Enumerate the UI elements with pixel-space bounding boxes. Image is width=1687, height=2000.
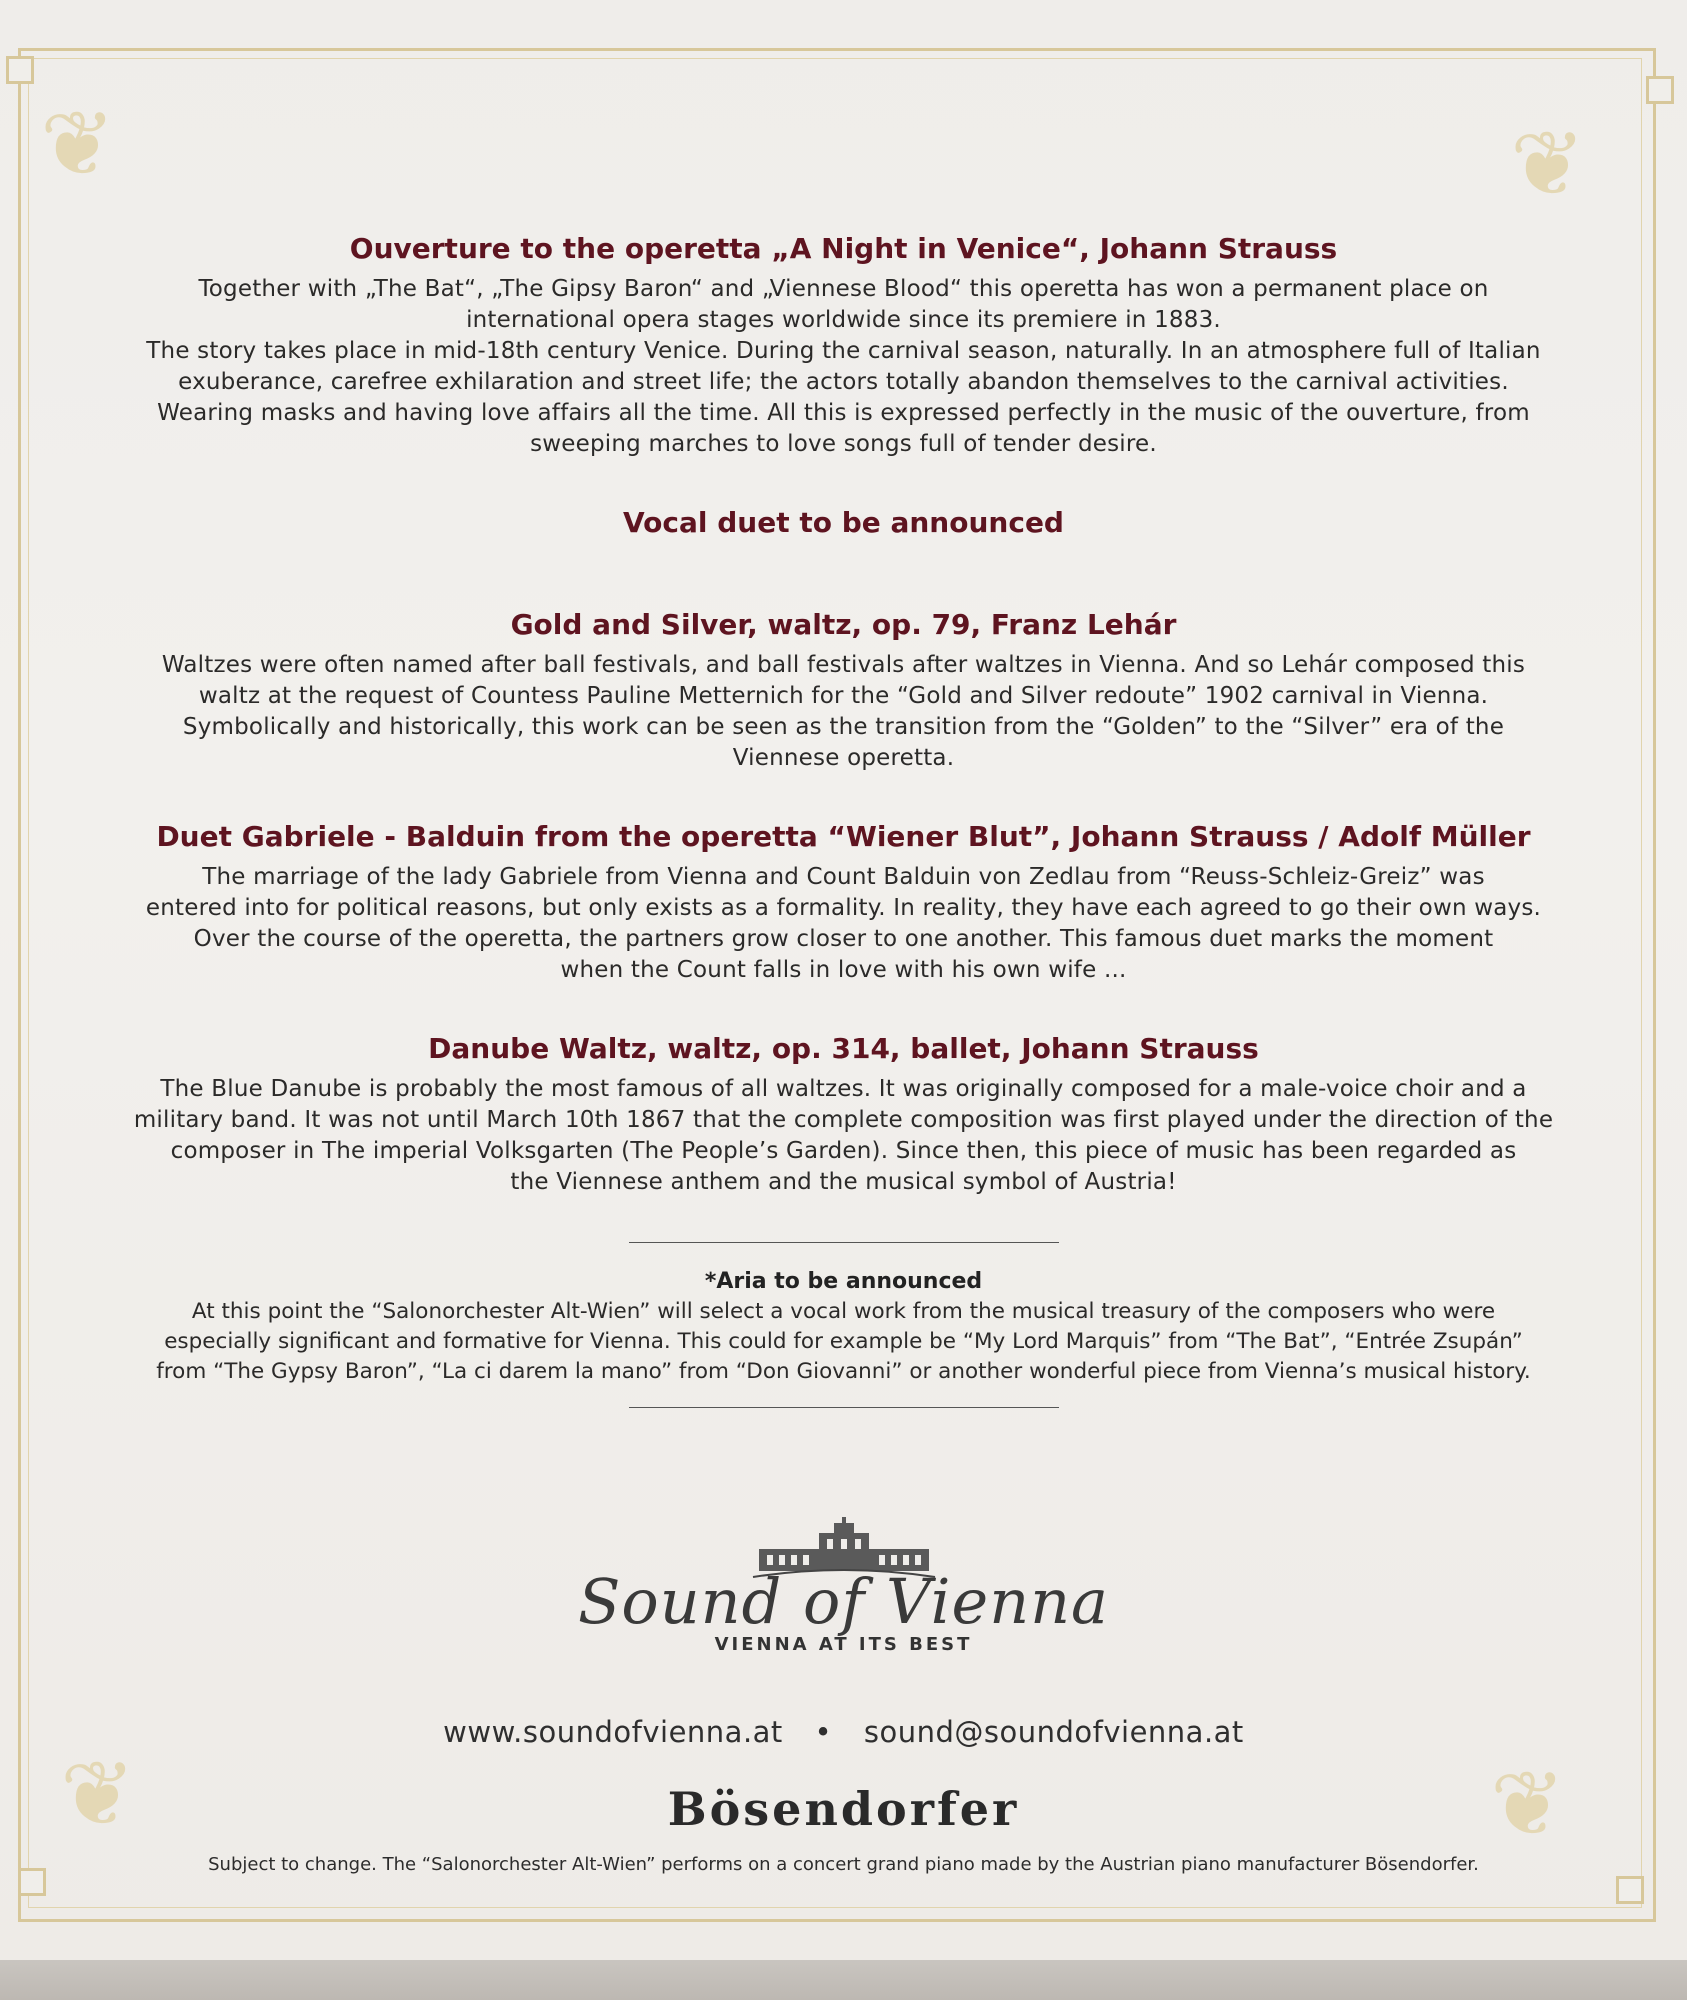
frame-corner-top-left	[6, 56, 34, 84]
flourish-ornament-icon: ❦	[1490, 1752, 1566, 1857]
brand-logo	[0, 1515, 1687, 1655]
aria-title: *Aria to be announced	[704, 1269, 983, 1294]
item-title: Gold and Silver, waltz, op. 79, Franz Lehár	[510, 608, 1177, 641]
item-line: military band. It was not until March 10th 1867 that the complete composition was first played under the direction of the	[133, 1107, 1554, 1133]
item-line: The story takes place in mid-18th century Venice. During the carnival season, naturally. In an atmosphere full of Italian	[146, 338, 1541, 364]
email-link[interactable]: sound@soundofvienna.at	[863, 1715, 1244, 1749]
aria-line: especially significant and formative for Vienna. This could for example be “My Lord Marquis” from “The Bat”, “Entrée Zsupán”	[164, 1329, 1523, 1354]
item-line: Waltzes were often named after ball festivals, and ball festivals after waltzes in Vienna. And so Lehár composed this	[161, 652, 1526, 678]
contact-line	[0, 1715, 1687, 1749]
item-line: entered into for political reasons, but only exists as a formality. In reality, they have each agreed to go their own ways.	[145, 895, 1542, 921]
program-content	[100, 230, 1587, 1408]
item-title: Ouverture to the operetta „A Night in Venice“, Johann Strauss	[349, 232, 1338, 265]
item-line: exuberance, carefree exhilaration and street life; the actors totally abandon themselves to the carnival activities.	[178, 369, 1509, 395]
aria-note	[100, 1242, 1587, 1408]
divider-top	[629, 1242, 1059, 1243]
program-item	[100, 818, 1587, 986]
item-title: Duet Gabriele - Balduin from the operetta “Wiener Blut”, Johann Strauss / Adolf Müller	[156, 820, 1531, 853]
table-surface	[0, 1960, 1687, 2000]
program-item	[100, 230, 1587, 460]
item-line: Symbolically and historically, this work can be seen as the transition from the “Golden” to the “Silver” era of the	[182, 714, 1505, 740]
item-line: Viennese operetta.	[732, 745, 955, 771]
flourish-ornament-icon: ❦	[60, 1742, 136, 1847]
program-item	[100, 606, 1587, 774]
frame-corner-top-right	[1646, 76, 1674, 104]
brand-tagline: VIENNA AT ITS BEST	[714, 1634, 973, 1655]
item-title: Vocal duet to be announced	[623, 506, 1064, 539]
program-item	[100, 504, 1587, 542]
item-line: The Blue Danube is probably the most famous of all waltzes. It was originally composed for a male-voice choir and a	[160, 1076, 1527, 1102]
program-item	[100, 1030, 1587, 1198]
separator-dot: •	[814, 1715, 833, 1749]
flourish-ornament-icon: ❦	[1510, 112, 1586, 217]
flourish-ornament-icon: ❦	[40, 92, 116, 197]
bosendorfer-logo: Bösendorfer	[667, 1782, 1020, 1836]
item-title: Danube Waltz, waltz, op. 314, ballet, Johann Strauss	[428, 1032, 1259, 1065]
item-line: when the Count falls in love with his own wife ...	[560, 957, 1127, 983]
aria-line: At this point the “Salonorchester Alt-Wien” will select a vocal work from the musical treasury of the composers who were	[191, 1299, 1496, 1324]
footnote: Subject to change. The “Salonorchester Alt-Wien” performs on a concert grand piano made by the Austrian piano manufacturer Bösendorfer.	[208, 1854, 1479, 1875]
aria-line: from “The Gypsy Baron”, “La ci darem la mano” from “Don Giovanni” or another wonderful piece from Vienna’s musical history.	[156, 1359, 1531, 1384]
item-line: composer in The imperial Volksgarten (The People’s Garden). Since then, this piece of music has been regarded as	[170, 1138, 1517, 1164]
frame-corner-bottom-right	[1616, 1876, 1644, 1904]
item-line: waltz at the request of Countess Pauline Metternich for the “Gold and Silver redoute” 1902 carnival in Vienna.	[198, 683, 1489, 709]
item-line: sweeping marches to love songs full of tender desire.	[530, 431, 1157, 457]
website-link[interactable]: www.soundofvienna.at	[443, 1715, 783, 1749]
item-line: Together with „The Bat“, „The Gipsy Baron“ and „Viennese Blood“ this operetta has won a permanent place on	[198, 276, 1489, 302]
item-line: international opera stages worldwide since its premiere in 1883.	[466, 307, 1221, 333]
divider-bottom	[629, 1407, 1059, 1408]
item-line: Over the course of the operetta, the partners grow closer to one another. This famous duet marks the moment	[193, 926, 1494, 952]
brand-name: Sound of Vienna	[577, 1565, 1110, 1638]
item-line: the Viennese anthem and the musical symbol of Austria!	[510, 1169, 1177, 1195]
item-line: The marriage of the lady Gabriele from Vienna and Count Balduin von Zedlau from “Reuss-Schleiz-Greiz” was	[202, 864, 1485, 890]
item-line: Wearing masks and having love affairs all the time. All this is expressed perfectly in the music of the ouverture, from	[157, 400, 1530, 426]
